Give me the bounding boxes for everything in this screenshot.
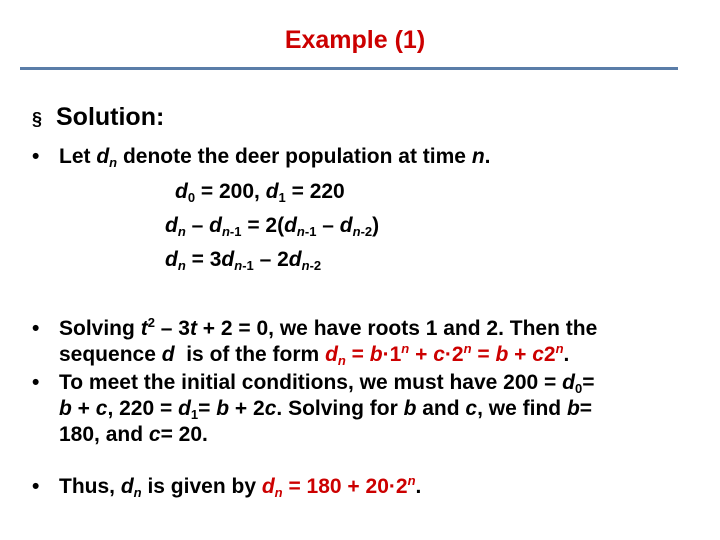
bullet-icon: •	[32, 371, 40, 394]
equation-recurrence: $d_n - d_{n-1} = 2(d_{n-1} - d_{n-2})$	[165, 214, 380, 239]
paragraph-conditions-line-3: 180, and c= 20.	[59, 423, 208, 446]
section-label: Solution:	[56, 103, 165, 131]
slide-title: Example (1)	[284, 26, 426, 54]
title-divider	[20, 67, 678, 70]
paragraph-conditions-line-2: b + c, $220 = d_1= b + 2c$. Solving for b and c, we find b=	[59, 397, 593, 422]
paragraph-solving-line-1: Solving $t^2 - 3t + 2 = 0$, we have roots 1 and 2. Then the	[59, 315, 598, 340]
bullet-icon: •	[32, 475, 40, 498]
paragraph-conditions-line-1: To meet the initial conditions, we must have $200 = d_0=$	[59, 371, 595, 396]
paragraph-solving-line-2: sequence d is of the form $d_n = b\cdot 1^n + c\cdot 2^n = b + c2^n$.	[59, 341, 570, 368]
intro-line: Let $d_n$ denote the deer population at time n.	[59, 145, 491, 170]
bullet-icon: •	[32, 145, 40, 168]
section-marker-icon: §	[32, 109, 43, 129]
equation-simplified: $d_n = 3d_{n-1} - 2d_{n-2}$	[165, 248, 322, 273]
bullet-icon: •	[32, 317, 40, 340]
equation-initial: $d_0 = 200$, $d_1 = 220$	[175, 180, 345, 205]
section-heading	[32, 103, 164, 132]
paragraph-result: Thus, $d_n$ is given by $d_n = 180 + 20\cdot 2^n$.	[59, 473, 422, 500]
